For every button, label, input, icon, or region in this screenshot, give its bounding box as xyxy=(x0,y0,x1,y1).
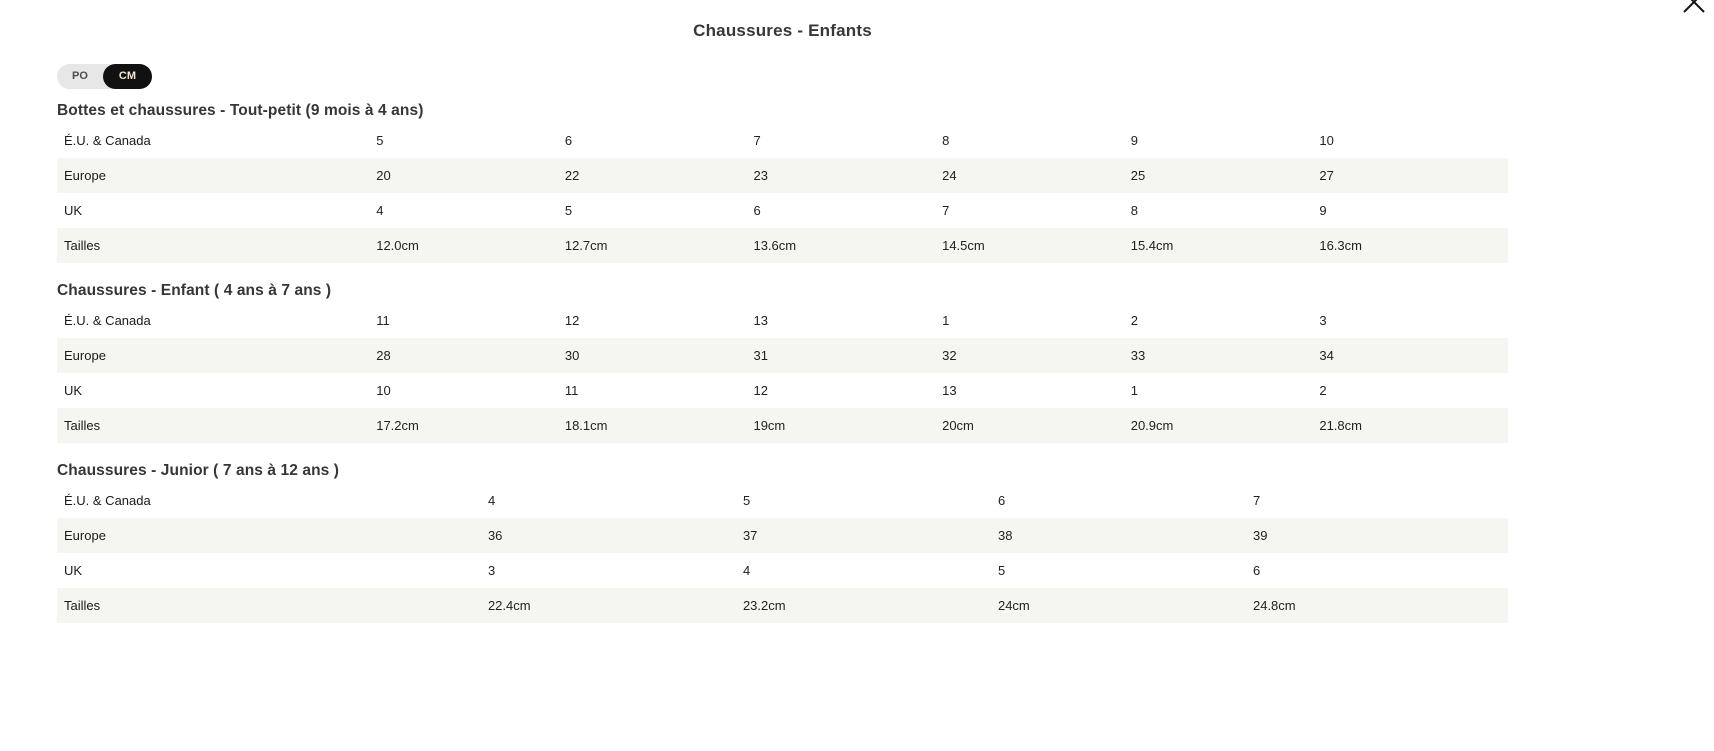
table-row xyxy=(57,553,1508,588)
row-label: É.U. & Canada xyxy=(64,313,151,328)
size-cell: 28 xyxy=(376,348,391,363)
size-cell: 1 xyxy=(942,313,950,328)
size-cell: 18.1cm xyxy=(564,418,608,433)
size-cell: 9 xyxy=(1130,133,1138,148)
row-label: Tailles xyxy=(64,418,101,433)
size-cell: 6 xyxy=(997,493,1006,508)
row-label: Europe xyxy=(64,528,106,543)
unit-option-po[interactable]: PO xyxy=(72,70,88,82)
size-cell: 12.7cm xyxy=(564,238,608,253)
size-cell: 20.9cm xyxy=(1130,418,1174,433)
size-cell: 5 xyxy=(376,133,384,148)
size-cell: 3 xyxy=(1319,313,1327,328)
section-heading: Chaussures - Junior ( 7 ans à 12 ans ) xyxy=(57,462,340,479)
size-cell: 5 xyxy=(564,203,573,218)
row-label: UK xyxy=(64,563,83,578)
row-label: É.U. & Canada xyxy=(64,133,151,148)
size-cell: 15.4cm xyxy=(1130,238,1174,253)
size-cell: 11 xyxy=(376,313,390,328)
size-cell: 11 xyxy=(564,383,579,398)
close-button[interactable] xyxy=(1680,0,1708,16)
size-cell: 13 xyxy=(753,313,768,328)
table-row xyxy=(57,303,1508,338)
size-cell: 8 xyxy=(1130,203,1138,218)
size-cell: 21.8cm xyxy=(1319,418,1362,433)
size-cell: 20cm xyxy=(942,418,974,433)
section-heading: Chaussures - Enfant ( 4 ans à 7 ans ) xyxy=(57,282,332,299)
size-cell: 7 xyxy=(753,133,761,148)
size-cell: 8 xyxy=(942,133,950,148)
size-cell: 39 xyxy=(1252,528,1268,543)
size-cell: 22.4cm xyxy=(487,598,531,613)
unit-option-cm[interactable]: CM xyxy=(103,64,152,89)
size-cell: 19cm xyxy=(753,418,786,433)
size-cell: 5 xyxy=(742,493,751,508)
table-row xyxy=(57,123,1508,158)
size-cell: 4 xyxy=(376,203,384,218)
size-cell: 9 xyxy=(1319,203,1327,218)
size-cell: 5 xyxy=(997,563,1006,578)
row-label: UK xyxy=(64,383,83,398)
size-cell: 13 xyxy=(942,383,957,398)
row-label: Europe xyxy=(64,348,106,363)
size-cell: 12.0cm xyxy=(376,238,419,253)
size-cell: 20 xyxy=(376,168,391,183)
size-table xyxy=(57,483,1508,623)
size-section xyxy=(57,462,1508,623)
size-table xyxy=(57,123,1508,263)
size-cell: 13.6cm xyxy=(753,238,797,253)
table-row xyxy=(57,158,1508,193)
size-cell: 4 xyxy=(742,563,751,578)
table-row xyxy=(57,193,1508,228)
size-cell: 12 xyxy=(753,383,768,398)
table-row xyxy=(57,483,1508,518)
size-cell: 7 xyxy=(942,203,950,218)
size-cell: 22 xyxy=(564,168,580,183)
size-table xyxy=(57,303,1508,443)
unit-toggle xyxy=(57,64,152,89)
size-cell: 24 xyxy=(942,168,957,183)
table-row xyxy=(57,228,1508,263)
size-cell: 38 xyxy=(997,528,1013,543)
size-cell: 17.2cm xyxy=(376,418,419,433)
table-row xyxy=(57,338,1508,373)
table-row xyxy=(57,373,1508,408)
size-cell: 3 xyxy=(487,563,496,578)
size-cell: 30 xyxy=(564,348,580,363)
size-cell: 6 xyxy=(564,133,573,148)
size-cell: 33 xyxy=(1130,348,1146,363)
size-cell: 6 xyxy=(753,203,761,218)
size-cell: 6 xyxy=(1252,563,1261,578)
row-label: É.U. & Canada xyxy=(64,493,151,508)
size-cell: 24.8cm xyxy=(1252,598,1296,613)
size-guide-content xyxy=(57,41,1508,623)
size-cell: 16.3cm xyxy=(1319,238,1362,253)
size-cell: 27 xyxy=(1319,168,1334,183)
row-label: UK xyxy=(64,203,83,218)
size-section xyxy=(57,102,1508,263)
table-row xyxy=(57,518,1508,553)
size-cell: 7 xyxy=(1252,493,1261,508)
row-label: Tailles xyxy=(64,238,101,253)
size-cell: 23.2cm xyxy=(742,598,786,613)
row-label: Europe xyxy=(64,168,106,183)
page-title: Chaussures - Enfants xyxy=(693,21,872,40)
size-cell: 31 xyxy=(753,348,768,363)
size-cell: 2 xyxy=(1130,313,1138,328)
size-cell: 24cm xyxy=(997,598,1030,613)
size-cell: 2 xyxy=(1319,383,1327,398)
size-cell: 25 xyxy=(1130,168,1146,183)
size-cell: 10 xyxy=(376,383,391,398)
size-cell: 23 xyxy=(753,168,768,183)
size-cell: 34 xyxy=(1319,348,1334,363)
section-heading: Bottes et chaussures - Tout-petit (9 mois à 4 ans) xyxy=(57,102,424,119)
row-label: Tailles xyxy=(64,598,101,613)
modal-header xyxy=(0,0,1565,41)
table-row xyxy=(57,588,1508,623)
table-row xyxy=(57,408,1508,443)
size-cell: 12 xyxy=(564,313,580,328)
size-cell: 32 xyxy=(942,348,957,363)
close-icon xyxy=(1680,0,1708,16)
size-cell: 1 xyxy=(1130,383,1138,398)
size-cell: 4 xyxy=(487,493,496,508)
size-tables xyxy=(57,102,1508,623)
size-cell: 10 xyxy=(1319,133,1334,148)
size-cell: 14.5cm xyxy=(942,238,985,253)
size-cell: 36 xyxy=(487,528,503,543)
size-section xyxy=(57,282,1508,443)
size-cell: 37 xyxy=(742,528,758,543)
